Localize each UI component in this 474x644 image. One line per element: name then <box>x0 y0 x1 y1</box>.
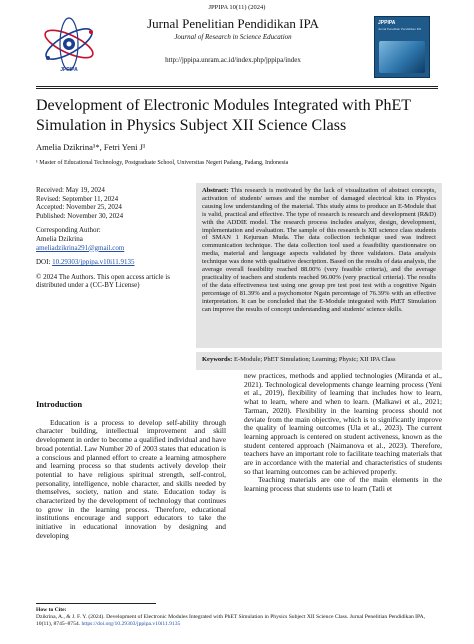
body-paragraph: Education is a process to develop self-ability through character building, intellectual improvement and skill development in order to become a qualified individual and have broad potential. Law Number 20 of 2003 states that education is a conscious and planned effort to create a learning atmosphere and learning process so that students actively develop their potential to have religious spiritual strength, self-control, personality, intelligence, noble character, and skills needed by themselves, society, nation and state. Education today is characterized by the development of technology that continues to grow in the learning process. Therefore, educational institutions encourage and support educators to take the initiative in educational innovation by designing and developing <box>36 417 226 540</box>
corresponding-email-link[interactable]: ameliadzikrina291@gmail.com <box>36 243 125 252</box>
journal-logo-icon <box>40 14 98 74</box>
journal-name: Jurnal Penelitian Pendidikan IPA <box>147 16 319 31</box>
how-to-cite-label: How to Cite: <box>36 607 67 613</box>
introduction-heading: Introduction <box>36 399 83 409</box>
abstract-box <box>196 183 442 348</box>
keywords-label: Keywords: <box>202 356 233 363</box>
body-column-left <box>36 372 226 541</box>
cover-title: JPPIPA <box>378 20 396 26</box>
article-meta <box>36 186 194 290</box>
corresponding-name: Amelia Dzikrina <box>36 234 83 243</box>
svg-text:JPPIPA: JPPIPA <box>60 67 78 73</box>
author-affiliation: ¹ Master of Educational Technology, Postgraduate School, Universitas Negeri Padang, Padang, Indonesia <box>36 160 289 166</box>
body-paragraph: Teaching materials are one of the main elements in the learning process that students use to learn (Tatli et <box>244 475 442 494</box>
journal-url[interactable]: http://jppipa.unram.ac.id/index.php/jppipa/index <box>165 56 301 64</box>
corresponding-label: Corresponding Author: <box>36 226 101 235</box>
article-authors: Amelia Dzikrina¹*, Fetri Yeni J¹ <box>36 142 146 152</box>
journal-header <box>40 14 430 84</box>
body-paragraph: new practices, methods and applied technologies (Miranda et al., 2021). Technological developments change learning process (Yeni et al., 2019), flexibility of learning that includes how to learn, what to learn, where and when to learn. (Malkawi et al., 2021; Tarman, 2020). Flexibility in the learning process should not deviate from the main objective, which is to significantly improve the quality of learning outcomes (Ula et al., 2023). The current learning approach is centered on student activeness, known as the student centered approach (Naimanova et al., 2023). Therefore, teachers have an important role to facilitate teaching materials that are in accordance with the material and characteristics of students so that learning outcomes can be achieved properly. <box>244 371 442 476</box>
abstract-label: Abstract: <box>202 187 229 194</box>
journal-issue-id: JPPIPA 10(11) (2024) <box>208 4 266 11</box>
citation-footer <box>36 607 442 628</box>
article-title: Development of Electronic Modules Integrated with PhET Simulation in Physics Subject XII Science Class <box>36 97 411 134</box>
cover-subtitle: Jurnal Penelitian Pendidikan IPA <box>378 27 422 31</box>
abstract-text: This research is motivated by the lack of visualization of abstract concepts, activation of students' senses and the number of damaged electrical kits in Physics causing low understanding of the material. This study aims to produce an E-Module that is valid, practical and effective. The type of research is research and development (R&D) with the ADDIE model. The research process includes analyze, design, development, implementation and evaluation. The sample of this research is XII science class students of SMAN 1 Kejuruan Muda. The data collection technique used was indirect communication technique. The data collection tool used a feasibility questionnaire on media, material and language aspects validated by three validators. Data analysis technique was done with qualitative description. Based on the results of data analysis, the average overall feasibility reached 88.00% (very feasible criteria), and the average practicality of teachers and students reached 96.00% (very practical criteria). The results of the data effectiveness test using one group pre test post test with a cognitive Ngain percentage of 81.39% and a psychomotor Ngain percentage of 76.39% with an effective interpretation. It can be concluded that the E-Module integrated with PhET Simulation can improve the results of concept understanding and students' science skills. <box>202 187 437 313</box>
journal-cover-image <box>374 16 430 78</box>
received-date: Received: May 19, 2024 <box>36 186 105 194</box>
body-column-right <box>244 372 442 494</box>
citation-text: Dzikrina, A., & J. F. Y. (2024). Development of Electronic Modules Integrated with PhET Simulation in Physics Subject XII Science Class. Jurnal Penelitian Pendidikan IPA, 10(11), 8745–8754. <box>36 614 426 627</box>
header-rule-top <box>36 86 438 87</box>
accepted-date: Accepted: November 25, 2024 <box>36 203 122 212</box>
revised-date: Revised: September 11, 2024 <box>36 194 119 203</box>
citation-doi-link[interactable]: https://doi.org/10.29303/jppipa.v10i11.9135 <box>81 621 181 627</box>
citation-line <box>36 614 442 628</box>
cover-art <box>379 41 425 73</box>
license-text: © 2024 The Authors. This open access article is distributed under a (CC-BY License) <box>36 272 170 290</box>
keywords-text: E-Module; PhET Simulation; Learning; Physic; XII IPA Class <box>233 356 396 363</box>
doi-link[interactable]: 10.29303/jppipa.v10i11.9135 <box>52 258 135 267</box>
published-date: Published: November 30, 2024 <box>36 211 124 220</box>
header-rule-bottom <box>36 88 438 89</box>
journal-subtitle: Journal of Research in Science Education <box>174 33 292 41</box>
keywords-box <box>196 352 442 370</box>
doi-line <box>36 258 194 267</box>
footer-rule <box>36 603 156 604</box>
doi-label: DOI: <box>36 258 51 267</box>
